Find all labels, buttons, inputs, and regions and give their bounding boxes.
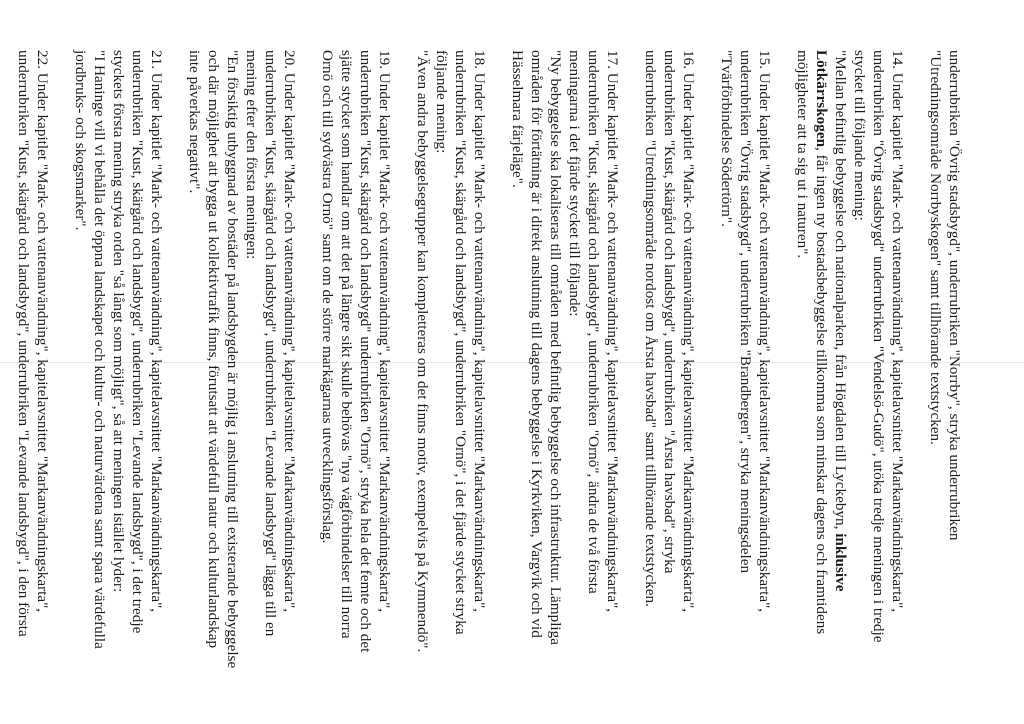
text-line: och där möjlighet att bygga ut kollektivtrafik finns, förutsatt att värdefull natur och kulturlandskap	[205, 50, 222, 649]
text-line: underrubriken "Övrig stadsbygd", underrubriken "Brandbergen", stryka meningsdelen	[737, 50, 754, 574]
text-line: "Tvärförbindelse Södertörn".	[718, 50, 735, 227]
text-line: meningarna i det fjärde stycket till följande:	[566, 50, 583, 317]
paragraph-15	[717, 50, 774, 700]
text-line: 15. Under kapitlet "Mark- och vattenanvändning", kapitelavsnittet "Markanvändningskarta",	[756, 50, 773, 613]
text-line: underrubriken "Övrig stadsbygd" underrubriken "Vendelsö-Gudö", utöka tredje meningen i tredje	[870, 50, 887, 643]
text-line: 16. Under kapitlet "Mark- och vattenanvändning", kapitelavsnittet "Markanvändningskarta",	[680, 50, 697, 613]
bold-emphasis: Lötkärrskogen	[813, 50, 830, 148]
text-line: 21. Under kapitlet "Mark- och vattenanvändning", kapitelavsnittet "Markanvändningskarta",	[148, 50, 165, 613]
text-line: 17. Under kapitlet "Mark- och vattenanvändning", kapitelavsnittet "Markanvändningskarta",	[604, 50, 621, 613]
text-line-bold-mixed: Lötkärrskogen, får ingen ny bostadsbebyggelse tillkomma som minskar dagens och framtidens	[813, 50, 830, 635]
text-line: 20. Under kapitlet "Mark- och vattenanvändning", kapitelavsnittet "Markanvändningskarta",	[281, 50, 298, 613]
paragraph-16	[641, 50, 698, 700]
text-line: underrubriken "Kust, skärgård och landsbygd", underrubriken "Levande landsbygd", i det tredje	[129, 50, 146, 634]
text-line: Ornö och till sydvästra Ornö" samt om de större markägarnas utvecklingsförslag.	[319, 50, 336, 544]
paragraph-18	[413, 50, 489, 700]
text-line: jordbruks- och skogsmarker".	[72, 50, 89, 231]
text-line: 18. Under kapitlet "Mark- och vattenanvändning", kapitelavsnittet "Markanvändningskarta",	[471, 50, 488, 613]
text-line: stycket till följande mening:	[851, 50, 868, 221]
text-line: "Utredningsområde Norrbyskogen" samt tillhörande textstycken.	[927, 50, 944, 445]
text-line: underrubriken "Kust, skärgård och landsbygd", underrubriken "Ornö", ändra de två första	[585, 50, 602, 594]
text-line: underrubriken "Övrig stadsbygd", underrubriken "Norrby", stryka underrubriken	[946, 50, 963, 541]
text-line: styckets första mening stryka orden "så långt som möjligt", så att meningen istället lyder:	[110, 50, 127, 593]
text-line: inte påverkas negativt".	[186, 50, 203, 194]
text-line: "En försiktig utbyggnad av bostäder på landsbygden är möjlig i anslutning till existerande bebyggelse	[224, 50, 241, 669]
paragraph-intro	[926, 50, 964, 700]
text-line: sjätte stycket som handlar om att det på längre sikt skulle behövas "nya vägförbindelser till norra	[338, 50, 355, 639]
document-body	[0, 50, 964, 700]
paragraph-17	[508, 50, 622, 700]
text-line: underrubriken "Kust, skärgård och landsbygd", underrubriken "Ornö", i det fjärde stycket stryka	[452, 50, 469, 635]
paragraph-20	[185, 50, 299, 700]
paragraph-19	[318, 50, 394, 700]
bold-emphasis: inklusive	[832, 533, 849, 592]
text-line: Hässelmara färjeläge".	[509, 50, 526, 188]
text-line: områden för förtätning är i direkt anslutning till dagens bebyggelse i Kyrkviken, Vargvik och vid	[528, 50, 545, 638]
text-line: "Ny bebyggelse ska lokaliseras till områden med befintlig bebyggelse och infrastruktur. Lämpliga	[547, 50, 564, 645]
text-line: underrubriken "Utredningsområde nordost om Årsta havsbad" samt tillhörande textstycken.	[642, 50, 659, 607]
text-line: 22. Under kapitlet "Mark- och vattenanvändning", kapitelavsnittet "Markanvändningskarta",	[34, 50, 51, 613]
paragraph-22	[14, 50, 52, 700]
text-line: underrubriken "Kust, skärgård och landsbygd", underrubriken "Årsta havsbad", stryka	[661, 50, 678, 574]
text-line: mening efter den första meningen:	[243, 50, 260, 260]
text-line: 19. Under kapitlet "Mark- och vattenanvändning", kapitelavsnittet "Markanvändningskarta",	[376, 50, 393, 613]
text-line: underrubriken "Kust, skärgård och landsbygd" underrubriken "Ornö", stryka hela det femte och det	[357, 50, 374, 653]
text-line: underrubriken "Kust, skärgård och landsbygd", underrubriken "Levande landsbygd", i den första	[15, 50, 32, 637]
paragraph-21	[71, 50, 166, 700]
text-line: "I Haninge vill vi behålla det öppna landskapet och kultur- och naturvärdena samt spara värdefulla	[91, 50, 108, 649]
text-line: "Även andra bebyggelsegrupper kan kompletteras om det finns motiv, exempelvis på Kymmendö".	[414, 50, 431, 653]
text-line-bold-mixed: "Mellan befintlig bebyggelse och nationalparken, från Högdalen till Lyckebyn, inklusive	[832, 50, 849, 592]
paragraph-14	[793, 50, 907, 700]
text-line: möjligheter att ta sig ut i naturen".	[794, 50, 811, 259]
text-line: underrubriken "Kust, skärgård och landsbygd", underrubriken "Levande landsbygd" lägga till en	[262, 50, 279, 637]
text-line: 14. Under kapitlet "Mark- och vattenanvändning", kapitelavsnittet "Markanvändningskarta",	[889, 50, 906, 613]
text-line: följande mening:	[433, 50, 450, 154]
